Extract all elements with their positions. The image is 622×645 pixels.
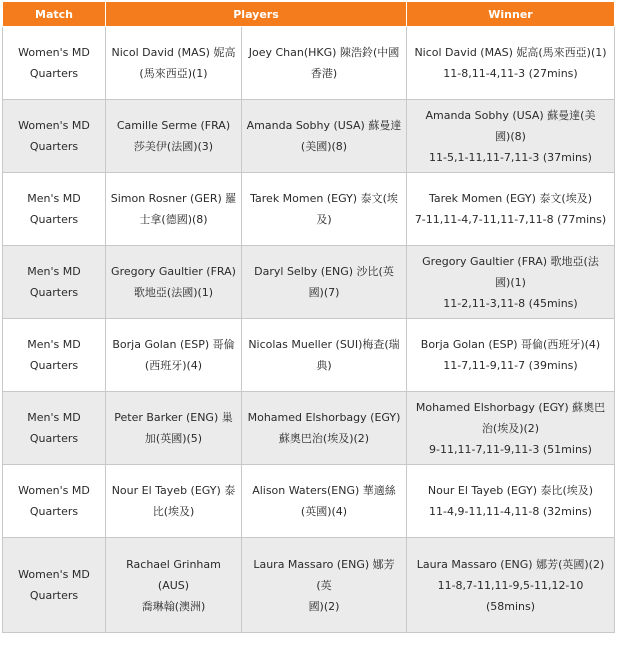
winner-line: Nour El Tayeb (EGY) 泰比(埃及) [427, 484, 594, 497]
player1-line: (馬來西亞)(1) [139, 67, 208, 80]
winner-line: Laura Massaro (ENG) 娜芳(英國)(2) [416, 557, 605, 571]
player1-line: Borja Golan (ESP) 哥倫 [112, 338, 235, 351]
player2-line: 典) [316, 359, 332, 372]
cell-player2 [242, 173, 407, 246]
cell-match [3, 465, 106, 538]
winner-line: Tarek Momen (EGY) 泰文(埃及) [428, 192, 593, 205]
player1-line: 莎美伊(法國)(3) [133, 140, 214, 153]
player2-line: Nicolas Mueller (SUI)梅查(瑞 [248, 338, 400, 351]
cell-player1 [106, 392, 242, 465]
match-line: Quarters [29, 432, 79, 445]
cell-winner [407, 538, 615, 633]
player1-line: 加(英國)(5) [144, 432, 203, 445]
cell-winner [407, 319, 615, 392]
results-table [2, 2, 615, 633]
match-line: Quarters [29, 67, 79, 80]
cell-player2 [242, 100, 407, 173]
match-line: Men's MD [27, 192, 81, 205]
cell-winner [407, 27, 615, 100]
table-row [3, 319, 615, 392]
table-row [3, 173, 615, 246]
winner-line: 9-11,11-7,11-9,11-3 (51mins) [429, 442, 592, 456]
cell-match [3, 246, 106, 319]
player1-line: Nour El Tayeb (EGY) 泰 [111, 484, 236, 497]
cell-player2 [242, 246, 407, 319]
match-line: Women's MD [18, 484, 90, 497]
player1-line: Rachael Grinham (AUS) [126, 557, 221, 592]
table-row [3, 100, 615, 173]
cell-winner [407, 465, 615, 538]
winner-line: Mohamed Elshorbagy (EGY) 蘇奧巴 [415, 400, 606, 414]
player1-line: (西班牙)(4) [144, 359, 203, 372]
cell-match [3, 392, 106, 465]
winner-line: 11-7,11-9,11-7 (39mins) [443, 359, 578, 372]
player1-line: Gregory Gaultier (FRA) [111, 265, 236, 278]
winner-line: Amanda Sobhy (USA) 蘇曼達(美 [425, 108, 596, 122]
table-row [3, 538, 615, 633]
winner-line: (58mins) [485, 599, 536, 613]
cell-winner [407, 392, 615, 465]
cell-player1 [106, 100, 242, 173]
player2-line: Mohamed Elshorbagy (EGY) [247, 411, 401, 424]
player1-line: Camille Serme (FRA) [116, 119, 231, 132]
player2-line: 國)(7) [308, 286, 340, 299]
cell-match [3, 319, 106, 392]
cell-player1 [106, 538, 242, 633]
match-line: Women's MD [18, 46, 90, 59]
player1-line: Nicol David (MAS) 妮高 [111, 46, 236, 59]
cell-player2 [242, 538, 407, 633]
winner-line: 國)(1) [495, 275, 526, 289]
player2-line: Laura Massaro (ENG) 娜芳(英 [253, 557, 395, 592]
player2-line: 蘇奧巴治(埃及)(2) [278, 432, 370, 445]
header-players: Players [106, 2, 407, 27]
cell-player1 [106, 465, 242, 538]
winner-line: 11-5,1-11,11-7,11-3 (37mins) [429, 150, 592, 164]
winner-line: 治(埃及)(2) [481, 421, 540, 435]
winner-line: 7-11,11-4,7-11,11-7,11-8 (77mins) [414, 213, 607, 226]
cell-player2 [242, 465, 407, 538]
cell-player2 [242, 319, 407, 392]
cell-winner [407, 100, 615, 173]
table-row [3, 246, 615, 319]
table-row [3, 392, 615, 465]
winner-line: 11-2,11-3,11-8 (45mins) [443, 296, 578, 310]
player2-line: Joey Chan(HKG) 陳浩鈴(中國 [248, 46, 400, 59]
winner-line: 國)(8) [495, 129, 526, 143]
player1-line: 比(埃及) [152, 505, 195, 518]
match-line: Men's MD [27, 338, 81, 351]
match-line: Women's MD [18, 119, 90, 132]
player1-line: Peter Barker (ENG) 巢 [114, 411, 233, 424]
match-line: Quarters [29, 286, 79, 299]
winner-line: 11-8,11-4,11-3 (27mins) [443, 67, 578, 80]
player2-line: (美國)(8) [300, 140, 348, 153]
player2-line: 香港) [310, 67, 338, 80]
match-line: Quarters [29, 359, 79, 372]
match-line: Men's MD [27, 265, 81, 278]
player1-line: 士拿(德國)(8) [139, 213, 208, 226]
player2-line: 國)(2) [308, 599, 340, 613]
match-line: Quarters [29, 213, 79, 226]
winner-line: Nicol David (MAS) 妮高(馬來西亞)(1) [414, 46, 607, 59]
cell-player1 [106, 173, 242, 246]
cell-player1 [106, 319, 242, 392]
cell-match [3, 27, 106, 100]
winner-line: 11-8,7-11,11-9,5-11,12-10 [437, 578, 584, 592]
header-row [3, 2, 615, 27]
match-line: Quarters [29, 505, 79, 518]
table-header [3, 2, 615, 27]
player2-line: Tarek Momen (EGY) 泰文(埃 [250, 192, 398, 205]
match-line: Men's MD [27, 411, 81, 424]
player2-line: Alison Waters(ENG) 華適絲 [252, 484, 396, 497]
player2-line: Amanda Sobhy (USA) 蘇曼達 [246, 119, 402, 132]
cell-match [3, 100, 106, 173]
table-row [3, 27, 615, 100]
player2-line: 及) [316, 213, 332, 226]
match-line: Quarters [29, 140, 79, 153]
cell-match [3, 173, 106, 246]
header-match: Match [3, 2, 106, 27]
player2-line: (英國)(4) [300, 505, 348, 518]
cell-player2 [242, 27, 407, 100]
player1-line: 喬琳翰(澳洲) [141, 599, 206, 613]
winner-line: Borja Golan (ESP) 哥倫(西班牙)(4) [420, 338, 601, 351]
cell-player2 [242, 392, 407, 465]
table-row [3, 465, 615, 538]
cell-winner [407, 173, 615, 246]
winner-line: Gregory Gaultier (FRA) 歌地亞(法 [422, 254, 599, 268]
cell-match [3, 538, 106, 633]
table-body [3, 27, 615, 633]
cell-winner [407, 246, 615, 319]
player1-line: Simon Rosner (GER) 羅 [110, 192, 237, 205]
match-line: Quarters [29, 589, 79, 602]
cell-player1 [106, 246, 242, 319]
player2-line: Daryl Selby (ENG) 沙比(英 [254, 265, 394, 278]
match-line: Women's MD [18, 568, 90, 581]
cell-player1 [106, 27, 242, 100]
winner-line: 11-4,9-11,11-4,11-8 (32mins) [429, 505, 592, 518]
header-winner: Winner [407, 2, 615, 27]
player1-line: 歌地亞(法國)(1) [133, 286, 214, 299]
